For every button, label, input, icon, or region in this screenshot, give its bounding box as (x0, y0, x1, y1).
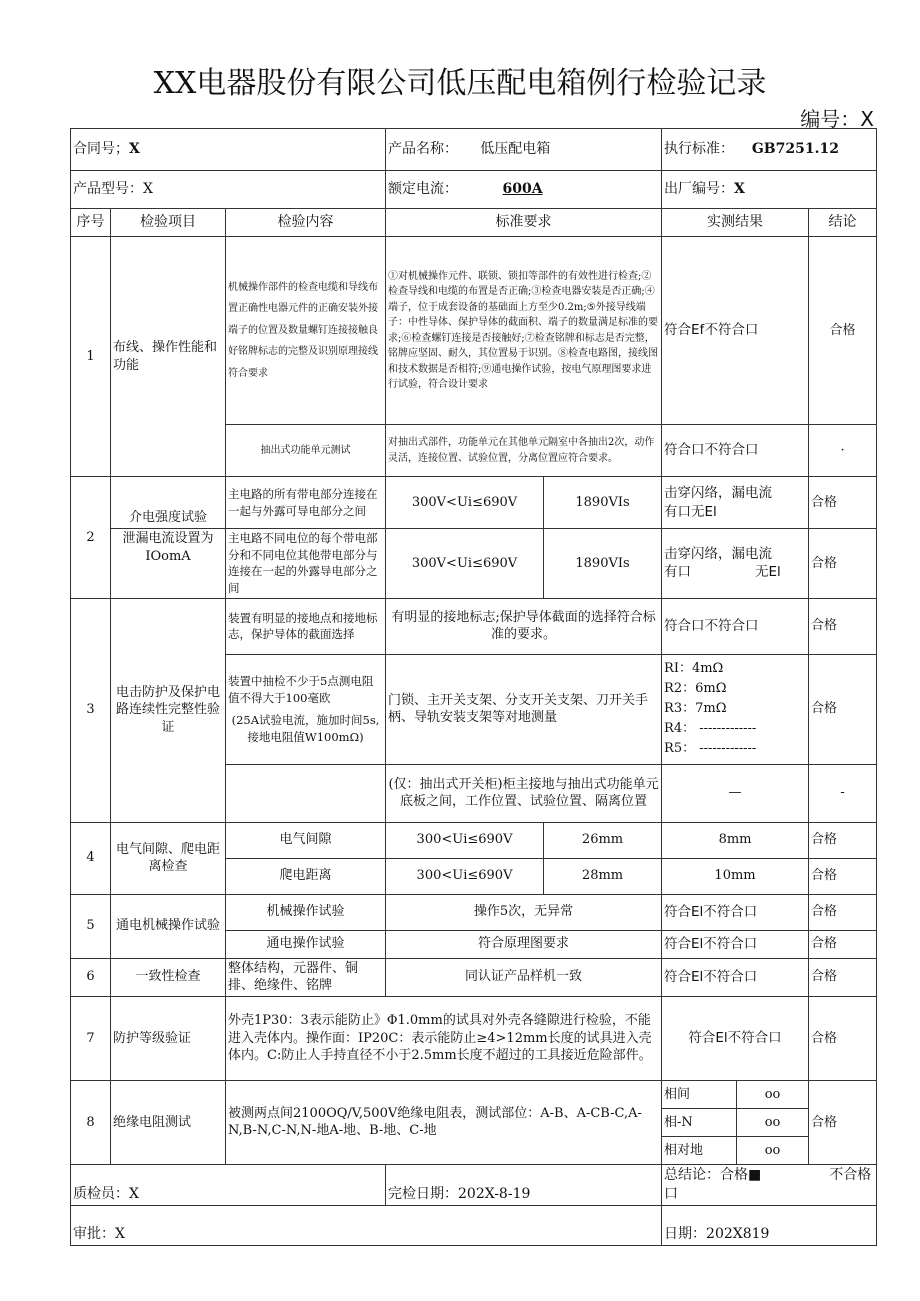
serial-value: X (734, 181, 745, 198)
header-row (71, 209, 877, 237)
row-6-conclusion: 合格 (809, 958, 877, 996)
approver-cell (71, 1205, 662, 1245)
overall-cell (662, 1164, 877, 1205)
row-3-r5: R5： ------------- (664, 741, 757, 757)
standard-value: GB7251.12 (751, 141, 839, 158)
row-2-result-1 (662, 477, 809, 529)
row-4-result-2: 10mm (662, 858, 809, 894)
approver-value: X (115, 1225, 125, 1242)
inspector-value: X (129, 1185, 139, 1202)
row-8-conclusion: 合格 (809, 1080, 877, 1164)
row-3-result-2 (662, 654, 809, 764)
row-7-no: 7 (71, 996, 111, 1080)
overall-fail: 不合格口 (664, 1166, 872, 1202)
row-8a (71, 1080, 877, 1108)
row-8-sub2-value: oo (737, 1108, 809, 1136)
row-5-result-1: 符合El不符合口 (662, 894, 809, 930)
approve-date-label: 日期： (664, 1225, 707, 1242)
row-3-r2: R2：6mΩ (664, 680, 727, 696)
row-2-value-1: 1890VIs (544, 477, 662, 529)
inspection-table (70, 128, 877, 1246)
row-2-no: 2 (71, 477, 111, 599)
page-title: XX电器股份有限公司低压配电箱例行检验记录 (153, 66, 767, 101)
footer-row-2 (71, 1205, 877, 1245)
row-5-no: 5 (71, 894, 111, 958)
approver-label: 审批： (73, 1225, 115, 1242)
product-name-label: 产品名称： (388, 141, 459, 158)
row-4-conclusion-1: 合格 (809, 822, 877, 858)
row-1-result-2: 符合口不符合口 (662, 425, 809, 477)
row-5-conclusion-1: 合格 (809, 894, 877, 930)
header-item: 检验项目 (111, 209, 226, 237)
row-5-standard-2: 符合原理图要求 (386, 930, 662, 958)
standard-cell (662, 129, 877, 171)
row-2-range-2: 300V<Ui≤690V (386, 529, 544, 599)
header-standard: 标准要求 (386, 209, 662, 237)
row-3a (71, 598, 877, 654)
row-2-content-1: 主电路的所有带电部分连接在一起与外露可导电部分之间 (226, 477, 386, 529)
row-5-standard-1: 操作5次，无异常 (386, 894, 662, 930)
approve-date-value: 202X819 (706, 1225, 770, 1242)
current-cell (386, 171, 662, 209)
row-2a (71, 477, 877, 529)
serial-cell (662, 171, 877, 209)
row-1-no: 1 (71, 237, 111, 477)
row-1-content-1: 机械操作部件的检查电缆和导线布置正确性电器元件的正确安装外接端子的位置及数量螺钉连接接触良好铭牌标志的完整及识别原理接线符合要求 (226, 237, 386, 425)
model-value: X (143, 181, 153, 198)
row-8-sub3-value: oo (737, 1136, 809, 1164)
header-conclusion: 结论 (809, 209, 877, 237)
approve-date-cell (662, 1205, 877, 1245)
row-1a (71, 237, 877, 425)
row-2-item-1: 介电强度试验 (111, 477, 226, 529)
row-2-range-1: 300V<Ui≤690V (386, 477, 544, 529)
row-7-result: 符合El不符合口 (662, 996, 809, 1080)
contract-cell (71, 129, 386, 171)
row-3-content-1: 装置有明显的接地点和接地标志，保护导体的截面选择 (226, 598, 386, 654)
row-4-conclusion-2: 合格 (809, 858, 877, 894)
row-2b (71, 529, 877, 599)
row-2-value-2: 1890VIs (544, 529, 662, 599)
row-8-sub3-label: 相对地 (662, 1136, 737, 1164)
row-4-std-2: 28mm (544, 858, 662, 894)
row-3-r1: RI：4mΩ (664, 660, 724, 676)
row-4-item: 电气间隙、爬电距离检查 (111, 822, 226, 894)
row-5-item: 通电机械操作试验 (111, 894, 226, 958)
standard-label: 执行标准： (664, 141, 735, 158)
row-1-content-2: 抽出式功能单元测试 (226, 425, 386, 477)
row-3-content-2 (226, 654, 386, 764)
row-3-conclusion-1: 合格 (809, 598, 877, 654)
row-2-conclusion-1: 合格 (809, 477, 877, 529)
row-3-r4: R4： ------------- (664, 721, 757, 737)
row-4-std-1: 26mm (544, 822, 662, 858)
info-row-2 (71, 171, 877, 209)
inspector-label: 质检员： (73, 1185, 129, 1202)
row-3-result-3: — (662, 764, 809, 822)
row-3-result-1: 符合口不符合口 (662, 598, 809, 654)
row-2-result-2-has: 有口 (664, 564, 692, 581)
row-2-result-2-line-1: 击穿闪络，漏电流 (664, 546, 773, 563)
row-3-item: 电击防护及保护电路连续性完整性验证 (111, 598, 226, 822)
row-4-content-1: 电气间隙 (226, 822, 386, 858)
row-4-no: 4 (71, 822, 111, 894)
row-6-no: 6 (71, 958, 111, 996)
current-label: 额定电流： (388, 181, 459, 198)
row-7-item: 防护等级验证 (111, 996, 226, 1080)
row-5-result-2: 符合El不符合口 (662, 930, 809, 958)
row-6-standard: 同认证产品样机一致 (386, 958, 662, 996)
row-1-result-1: 符合Ef不符合口 (662, 237, 809, 425)
row-3-conclusion-2: 合格 (809, 654, 877, 764)
row-3-content-3-empty (226, 764, 386, 822)
model-label: 产品型号： (73, 181, 143, 198)
current-value: 600A (502, 181, 543, 198)
row-2-result-1-line-2: 有口无El (664, 503, 717, 520)
row-8-no: 8 (71, 1080, 111, 1164)
header-result: 实测结果 (662, 209, 809, 237)
row-6-content: 整体结构，元器件、铜排、绝缘件、铭牌 (226, 958, 386, 996)
row-8-sub1-value: oo (737, 1080, 809, 1108)
product-name-cell (386, 129, 662, 171)
row-5-content-2: 通电操作试验 (226, 930, 386, 958)
inspector-cell (71, 1164, 386, 1205)
product-name-value: 低压配电箱 (480, 141, 551, 158)
contract-value: X (129, 141, 140, 158)
row-4-range-2: 300<Ui≤690V (386, 858, 544, 894)
row-3-conclusion-3: - (809, 764, 877, 822)
finish-date-value: 202X-8-19 (458, 1185, 531, 1202)
row-4a (71, 822, 877, 858)
row-3-r3: R3：7mΩ (664, 701, 727, 717)
row-8-sub1-label: 相间 (662, 1080, 737, 1108)
row-7 (71, 996, 877, 1080)
row-2-result-2 (662, 529, 809, 599)
row-1-conclusion-2: · (809, 425, 877, 477)
row-3-standard-2: 门锁、主开关支架、分支开关支架、刀开关手柄、导轨安装支架等对地测量 (386, 654, 662, 764)
row-8-sub2-label: 相-N (662, 1108, 737, 1136)
row-7-conclusion: 合格 (809, 996, 877, 1080)
row-2-result-2-none: 无El (755, 564, 781, 581)
row-1-standard-2: 对抽出式部件，功能单元在其他单元隔室中各抽出2次，动作灵活，连接位置、试验位置，分离位置应符合要求。 (386, 425, 662, 477)
contract-label: 合同号； (73, 141, 129, 158)
row-6-item: 一致性检查 (111, 958, 226, 996)
row-3-content-2b: (25A试验电流，施加时间5s,接地电阻值W100mΩ) (231, 713, 380, 744)
row-4-range-1: 300<Ui≤690V (386, 822, 544, 858)
row-5a (71, 894, 877, 930)
row-2-result-2-line-2 (664, 563, 806, 581)
finish-date-cell (386, 1164, 662, 1205)
model-cell (71, 171, 386, 209)
row-8-content: 被测两点间2100OQ/V,500V绝缘电阻表，测试部位：A-B、A-CB-C,A-N,B-N,C-N,N-地A-地、B-地、C-地 (226, 1080, 662, 1164)
row-5-content-1: 机械操作试验 (226, 894, 386, 930)
overall-label: 总结论：合格■ (664, 1166, 762, 1183)
document-number: 编号：X (800, 107, 874, 131)
row-2-conclusion-2: 合格 (809, 529, 877, 599)
row-3-standard-1: 有明显的接地标志;保护导体截面的选择符合标准的要求。 (386, 598, 662, 654)
row-5-conclusion-2: 合格 (809, 930, 877, 958)
row-3-standard-3: (仅：抽出式开关柜)柜主接地与抽出式功能单元底板之间，工作位置、试验位置、隔离位置 (386, 764, 662, 822)
row-1-conclusion-1: 合格 (809, 237, 877, 425)
row-6 (71, 958, 877, 996)
row-3-no: 3 (71, 598, 111, 822)
row-6-result: 符合El不符合口 (662, 958, 809, 996)
footer-row-1 (71, 1164, 877, 1205)
row-4-content-2: 爬电距离 (226, 858, 386, 894)
finish-date-label: 完检日期： (388, 1185, 459, 1202)
row-2-result-1-line-1: 击穿闪络，漏电流 (664, 485, 773, 502)
header-no: 序号 (71, 209, 111, 237)
row-1-item: 布线、操作性能和功能 (111, 237, 226, 477)
row-1-standard-1: ①对机械操作元件、联锁、锁扣等部件的有效性进行检查;②检查导线和电缆的布置是否正确;③检查电器安装是否正确;④端子，位于成套设备的基础面上方至少0.2m;⑤外接导线端子：中性导体、保护导体的截面积、端子的数量满足标准的要求;⑥检查螺钉连接是否接触好;⑦检查铭牌和标志是否完整，铭牌应坚固、耐久，其位置易于识别。⑧检查电路图，接线图和技术数据是否相符;⑨通电操作试验，按电气原理图要求进行试验，符合设计要求 (386, 237, 662, 425)
header-content: 检验内容 (226, 209, 386, 237)
info-row-1 (71, 129, 877, 171)
row-3-content-2a: 装置中抽检不少于5点测电阻值不得大于100毫欧 (228, 673, 374, 705)
serial-label: 出厂编号： (664, 181, 735, 198)
row-4-result-1: 8mm (662, 822, 809, 858)
row-2-content-2: 主电路不同电位的每个带电部分和不同电位其他带电部分与连接在一起的外露导电部分之间 (226, 529, 386, 599)
row-2-item-2: 泄漏电流设置为IOomA (111, 529, 226, 599)
row-8-item: 绝缘电阻测试 (111, 1080, 226, 1164)
row-7-content: 外壳1P30：3表示能防止》Φ1.0mm的试具对外壳各缝隙进行检验，不能进入壳体内。操作面：IP20C：表示能防止≥4>12mm长度的试具进入壳体内。C:防止人手持直径不小于2.5mm长度不超过的工具接近危险部件。 (226, 996, 662, 1080)
